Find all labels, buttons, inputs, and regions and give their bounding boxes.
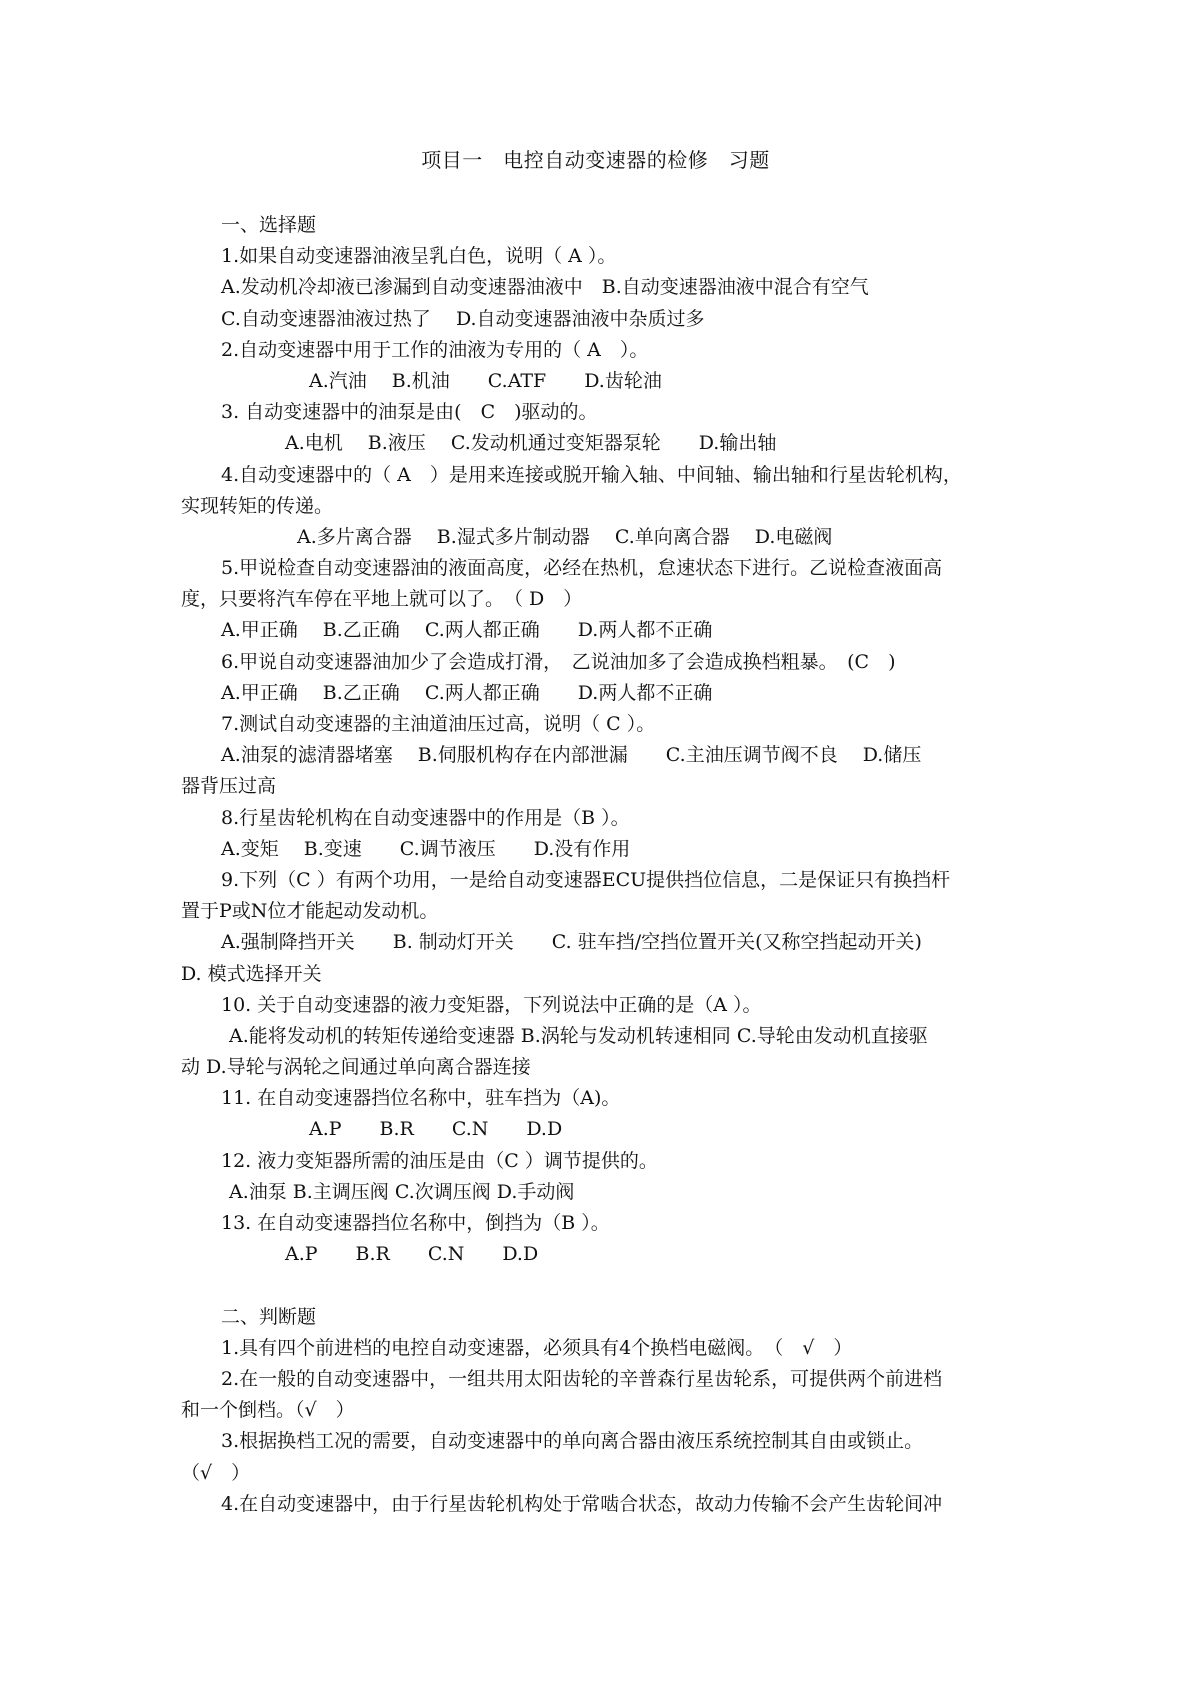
text-line: （√ ）: [181, 1461, 251, 1484]
text-line: 3. 自动变速器中的油泵是由( C )驱动的。: [221, 401, 598, 424]
text-line: 3.根据换档工况的需要，自动变速器中的单向离合器由液压系统控制其自由或锁止。: [221, 1430, 924, 1453]
text-line: 11. 在自动变速器挡位名称中，驻车挡为（A)。: [221, 1087, 621, 1110]
text-line: 5.甲说检查自动变速器油的液面高度，必经在热机，怠速状态下进行。乙说检查液面高: [221, 557, 943, 580]
text-line: 度，只要将汽车停在平地上就可以了。 （ D ）: [181, 588, 583, 611]
text-line: 置于P或N位才能起动发动机。: [181, 900, 439, 923]
text-line: A.发动机冷却液已渗漏到自动变速器油液中 B.自动变速器油液中混合有空气: [221, 276, 869, 299]
text-line: A.多片离合器 B.湿式多片制动器 C.单向离合器 D.电磁阀: [297, 525, 833, 548]
document-body: [181, 210, 1021, 1520]
text-line: 器背压过高: [181, 775, 277, 798]
text-line: 二、判断题: [221, 1305, 317, 1328]
text-line: 8.行星齿轮机构在自动变速器中的作用是（B ）。: [221, 806, 630, 829]
text-line: A.汽油 B.机油 C.ATF D.齿轮油: [309, 369, 662, 392]
text-line: 12. 液力变矩器所需的油压是由（C ）调节提供的。: [221, 1149, 658, 1172]
text-line: 1.具有四个前进档的电控自动变速器，必须具有4个换档电磁阀。 （ √ ）: [221, 1336, 853, 1359]
text-line: A.甲正确 B.乙正确 C.两人都正确 D.两人都不正确: [221, 619, 713, 642]
text-line: 6.甲说自动变速器油加少了会造成打滑， 乙说油加多了会造成换档粗暴。 (C ): [221, 650, 896, 673]
text-line: 10. 关于自动变速器的液力变矩器，下列说法中正确的是（A ）。: [221, 993, 762, 1016]
blank-line: [181, 1270, 1021, 1301]
text-line: 和一个倒档。（√ ）: [181, 1399, 355, 1422]
document-title: 项目一 电控自动变速器的检修 习题: [421, 148, 770, 172]
text-line: 1.如果自动变速器油液呈乳白色，说明（ A ）。: [221, 245, 617, 268]
text-line: A.强制降挡开关 B. 制动灯开关 C. 驻车挡/空挡位置开关(又称空挡起动开关): [221, 931, 922, 954]
text-line: 动 D.导轮与涡轮之间通过单向离合器连接: [181, 1056, 531, 1079]
text-line: 13. 在自动变速器挡位名称中，倒挡为（B ）。: [221, 1212, 610, 1234]
text-line: A.变矩 B.变速 C.调节液压 D.没有作用: [221, 837, 631, 860]
text-line: A.甲正确 B.乙正确 C.两人都正确 D.两人都不正确: [221, 681, 713, 704]
text-line: 2.在一般的自动变速器中，一组共用太阳齿轮的辛普森行星齿轮系，可提供两个前进档: [221, 1367, 943, 1390]
text-line: 2.自动变速器中用于工作的油液为专用的（ A ）。: [221, 338, 649, 361]
text-line: 7.测试自动变速器的主油道油压过高，说明（ C ）。: [221, 713, 656, 735]
text-line: A.能将发动机的转矩传递给变速器 B.涡轮与发动机转速相同 C.导轮由发动机直接驱: [229, 1024, 928, 1047]
text-line: A.油泵的滤清器堵塞 B.伺服机构存在内部泄漏 C.主油压调节阀不良 D.储压: [221, 744, 922, 767]
text-line: C.自动变速器油液过热了 D.自动变速器油液中杂质过多: [221, 307, 705, 330]
text-line: 4.自动变速器中的（ A ）是用来连接或脱开输入轴、中间轴、输出轴和行星齿轮机构，: [221, 463, 962, 486]
text-line: 9.下列（C ）有两个功用，一是给自动变速器ECU提供挡位信息，二是保证只有换挡杆: [221, 868, 951, 891]
text-line: D. 模式选择开关: [181, 962, 322, 985]
text-line: A.油泵 B.主调压阀 C.次调压阀 D.手动阀: [229, 1180, 575, 1203]
text-line: 一、选择题: [221, 214, 317, 236]
text-line: 实现转矩的传递。: [181, 494, 334, 517]
text-line: A.P B.R C.N D.D: [309, 1118, 563, 1141]
text-line: A.P B.R C.N D.D: [285, 1243, 539, 1266]
text-line: 4.在自动变速器中，由于行星齿轮机构处于常啮合状态，故动力传输不会产生齿轮间冲: [221, 1492, 943, 1515]
text-line: A.电机 B.液压 C.发动机通过变矩器泵轮 D.输出轴: [285, 432, 777, 455]
